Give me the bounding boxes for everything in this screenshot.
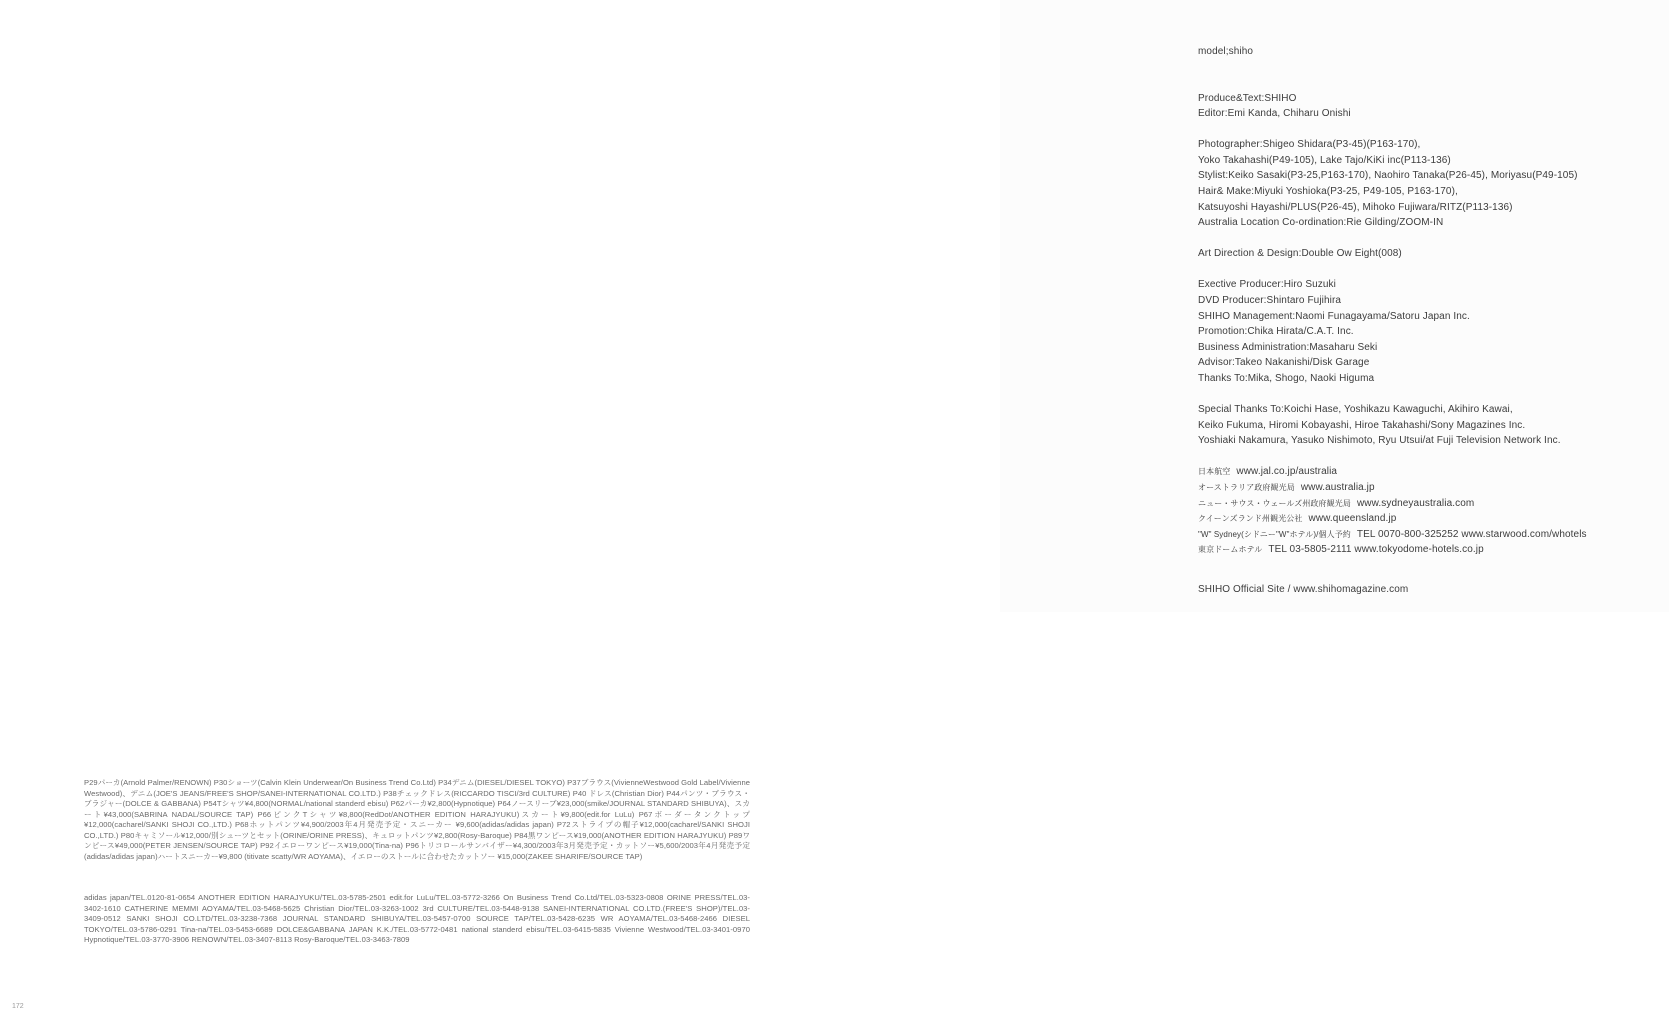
credit-line: Hair& Make:Miyuki Yoshioka(P3-25, P49-105, P163-170), [1198,186,1458,198]
wardrobe-credits: P29パーカ(Arnold Palmer/RENOWN) P30ショーツ(Calvin Klein Underwear/On Business Trend Co.Ltd) P34デニム(DIESEL/DIESEL TOKYO) P37ブラウス(VivienneWestwood Gold Label/Vivienne Westwood)、デニム(JOE'S JEANS/FREE'S SHOP/SANEI-INTERNATIONAL CO.LTD.) P38チェックドレス(RICCARDO TISCI/3rd CULTURE) P40 ドレス(Christian Dior) P44パンツ・ブラウス・ブラジャー(DOLCE & GABBANA) P54Tシャツ¥4,800(NORMAL/national standerd ebisu) P62パーカ¥2,800(Hypnotique) P64ノースリーブ¥23,000(smike/JOURNAL STANDARD SHIBUYA)、スカート¥43,000(SABRINA NADAL/SOURCE TAP) P66ピンクTシャツ¥8,800(RedDot/ANOTHER EDITION HARAJYUKU)スカート¥9,800(edit.for LuLu) P67ボーダータンクトップ¥12,000(cacharel/SANKI SHOJI CO.,LTD.) P68ホットパンツ¥4,900/2003年4月発売予定・スニーカー ¥9,600(adidas/adidas japan) P72ストライプの帽子¥12,000(cacharel/SANKI SHOJI CO.,LTD.) P80キャミソール¥12,000/別シューツとセット(ORINE/ORINE PRESS)、キュロットパンツ¥2,800(Rosy-Baroque) P84黒ワンピース¥19,000(ANOTHER EDITION HARAJYUKU) P89ワンピース¥49,000(PETER JENSEN/SOURCE TAP) P92イエローワンピース¥19,000(Tina-na) P96トリコロールサンバイザー¥4,300/2003年3月発売予定・カットソー¥5,600/2003年4月発売予定(adidas/adidas japan)ハートスニーカー¥9,800 (titivate scatty/WR AOYAMA)、イエローのストールに合わせたカットソー ¥15,000(ZAKEE SHARIFE/SOURCE TAP) [84,778,750,861]
sponsor-name: クイーンズランド州観光公社 [1198,514,1303,524]
sponsor-line [1198,527,1648,543]
credit-line: Business Administration:Masaharu Seki [1198,341,1378,353]
credit-line: Editor:Emi Kanda, Chiharu Onishi [1198,108,1351,120]
sponsor-line [1198,542,1648,558]
sponsor-line [1198,496,1648,512]
shop-list: adidas japan/TEL.0120-81-0654 ANOTHER EDITION HARAJYUKU/TEL.03-5785-2501 edit.for LuLu/TEL.03-5772-3266 On Business Trend Co.Ltd/TEL.03-5323-0808 ORINE PRESS/TEL.03-3402-1610 CATHERINE MEMMI AOYAMA/TEL.03-5468-5625 Christian Dior/TEL.03-3263-1002 3rd CULTURE/TEL.03-5448-9138 SANEI-INTERNATIONAL CO.LTD.(FREE'S SHOP)/TEL.03-3409-0512 SANKI SHOJI CO.LTD/TEL.03-3238-7368 JOURNAL STANDARD SHIBUYA/TEL.03-5457-0700 SOURCE TAP/TEL.03-5428-6235 WR AOYAMA/TEL.03-5468-2466 DIESEL TOKYO/TEL.03-5786-0291 Tina-na/TEL.03-5453-6689 DOLCE&GABBANA JAPAN K.K./TEL.03-5772-0481 national standerd ebisu/TEL.03-6415-5835 Vivienne Westwood/TEL.03-3401-0970 Hypnotique/TEL.03-3770-3906 RENOWN/TEL.03-3407-8113 Rosy-Baroque/TEL.03-3463-7809 [84,893,750,944]
sponsor-name: 東京ドームホテル [1198,545,1263,555]
sponsor-line [1198,464,1648,480]
official-site: SHIHO Official Site / www.shihomagazine.com [1198,583,1409,595]
model-credit: model;shiho [1198,46,1254,57]
credit-line: SHIHO Management:Naomi Funagayama/Satoru Japan Inc. [1198,310,1470,322]
sponsor-line [1198,511,1648,527]
credit-line: Advisor:Takeo Nakanishi/Disk Garage [1198,357,1370,369]
credit-line: Keiko Fukuma, Hiromi Kobayashi, Hiroe Takahashi/Sony Magazines Inc. [1198,419,1526,431]
sponsor-info: www.australia.jp [1300,481,1375,493]
page-number: 172 [12,1003,24,1010]
sponsor-name: オーストラリア政府観光局 [1198,482,1295,492]
staff-credits [1198,44,1648,598]
credit-line: Special Thanks To:Koichi Hase, Yoshikazu Kawaguchi, Akihiro Kawai, [1198,404,1513,416]
credit-line: Katsuyoshi Hayashi/PLUS(P26-45), Mihoko Fujiwara/RITZ(P113-136) [1198,201,1513,213]
credit-line: Produce&Text:SHIHO [1198,92,1297,104]
credit-line: Australia Location Co-ordination:Rie Gilding/ZOOM-IN [1198,217,1444,229]
sponsor-info: www.jal.co.jp/australia [1236,466,1338,478]
credit-line: Art Direction & Design:Double Ow Eight(008) [1198,248,1402,260]
sponsor-name: ニュー・サウス・ウェールズ州政府観光局 [1198,498,1351,508]
credit-line: DVD Producer:Shintaro Fujihira [1198,295,1342,307]
credit-line: Photographer:Shigeo Shidara(P3-45)(P163-170), [1198,139,1421,151]
sponsor-line [1198,480,1648,496]
sponsor-info: www.queensland.jp [1308,513,1397,525]
credit-line: Exective Producer:Hiro Suzuki [1198,279,1336,291]
credit-line: Promotion:Chika Hirata/C.A.T. Inc. [1198,326,1354,338]
credit-line: Thanks To:Mika, Shogo, Naoki Higuma [1198,373,1375,384]
sponsor-name: 日本航空 [1198,467,1231,477]
sponsor-info: www.sydneyaustralia.com [1356,497,1475,509]
sponsor-name: "W" Sydney(シドニー"W"ホテル)/個人予約 [1198,529,1351,539]
sponsor-info: TEL 03-5805-2111 www.tokyodome-hotels.co.jp [1268,544,1484,556]
credit-line: Yoshiaki Nakamura, Yasuko Nishimoto, Ryu Utsui/at Fuji Television Network Inc. [1198,435,1561,447]
credit-line: Yoko Takahashi(P49-105), Lake Tajo/KiKi inc(P113-136) [1198,154,1451,166]
credit-line: Stylist:Keiko Sasaki(P3-25,P163-170), Naohiro Tanaka(P26-45), Moriyasu(P49-105) [1198,170,1578,182]
sponsor-info: TEL 0070-800-325252 www.starwood.com/whotels [1356,528,1587,540]
